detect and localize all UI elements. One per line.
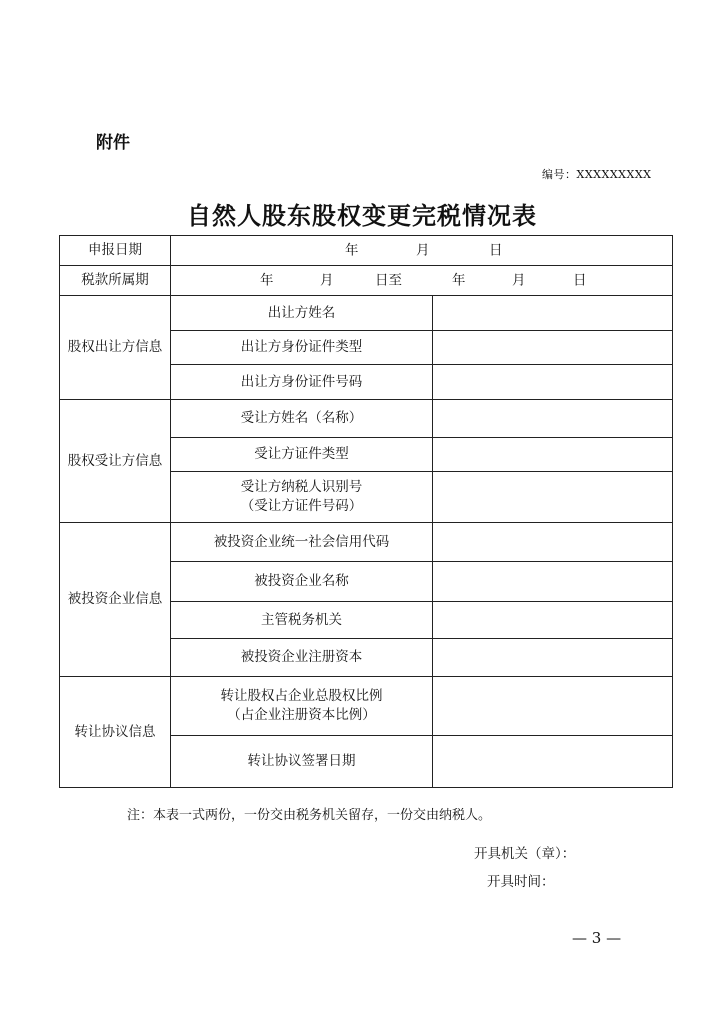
registered-capital-label: 被投资企业注册资本 bbox=[171, 639, 433, 677]
report-date-row bbox=[60, 236, 673, 266]
transferee-tin-line1: 受让方纳税人识别号 bbox=[240, 479, 363, 495]
tax-completion-form bbox=[59, 235, 673, 788]
equity-ratio-label bbox=[171, 677, 433, 736]
report-date-label: 申报日期 bbox=[60, 236, 171, 266]
transferee-tin-label bbox=[171, 472, 433, 523]
transferee-tin-line2: （受让方证件号码） bbox=[240, 498, 363, 514]
invested-credit-code-label: 被投资企业统一社会信用代码 bbox=[171, 523, 433, 562]
serial-number: 编号：XXXXXXXXX bbox=[542, 168, 652, 181]
tax-period-end-year: 年 bbox=[452, 272, 466, 288]
tax-period-start-day: 日至 bbox=[375, 272, 402, 288]
registered-capital-field[interactable] bbox=[433, 639, 673, 677]
report-date-year: 年 bbox=[345, 242, 359, 258]
tax-period-end-month: 月 bbox=[512, 272, 526, 288]
tax-period-field[interactable] bbox=[171, 266, 673, 296]
invested-name-field[interactable] bbox=[433, 562, 673, 602]
transferor-id-number-label: 出让方身份证件号码 bbox=[171, 365, 433, 400]
transferor-name-field[interactable] bbox=[433, 296, 673, 331]
agreement-date-field[interactable] bbox=[433, 736, 673, 788]
invested-credit-code-field[interactable] bbox=[433, 523, 673, 562]
report-date-month: 月 bbox=[416, 242, 430, 258]
transferee-tin-field[interactable] bbox=[433, 472, 673, 523]
table-row bbox=[60, 296, 673, 331]
tax-period-start-year: 年 bbox=[260, 272, 274, 288]
tax-authority-field[interactable] bbox=[433, 602, 673, 639]
tax-period-row bbox=[60, 266, 673, 296]
transferor-name-label: 出让方姓名 bbox=[171, 296, 433, 331]
transferee-name-field[interactable] bbox=[433, 400, 673, 438]
footnote: 注：本表一式两份，一份交由税务机关留存，一份交由纳税人。 bbox=[127, 808, 492, 823]
tax-authority-label: 主管税务机关 bbox=[171, 602, 433, 639]
issuing-authority-label: 开具机关（章）： bbox=[474, 846, 576, 862]
table-row bbox=[60, 400, 673, 438]
invested-name-label: 被投资企业名称 bbox=[171, 562, 433, 602]
agreement-date-label: 转让协议签署日期 bbox=[171, 736, 433, 788]
page-number: — 3 — bbox=[572, 929, 622, 947]
form-title: 自然人股东股权变更完税情况表 bbox=[187, 201, 537, 230]
table-row bbox=[60, 523, 673, 562]
transferor-id-type-label: 出让方身份证件类型 bbox=[171, 331, 433, 365]
transferee-id-type-field[interactable] bbox=[433, 438, 673, 472]
equity-ratio-field[interactable] bbox=[433, 677, 673, 736]
tax-period-end-day: 日 bbox=[573, 272, 587, 288]
transferee-section-label: 股权受让方信息 bbox=[60, 400, 171, 523]
agreement-section-label: 转让协议信息 bbox=[60, 677, 171, 788]
transferee-id-type-label: 受让方证件类型 bbox=[171, 438, 433, 472]
transferor-id-number-field[interactable] bbox=[433, 365, 673, 400]
tax-period-start-month: 月 bbox=[320, 272, 334, 288]
attachment-label: 附件 bbox=[96, 133, 130, 153]
report-date-field[interactable] bbox=[171, 236, 673, 266]
issue-time-label: 开具时间： bbox=[487, 874, 555, 890]
table-row bbox=[60, 677, 673, 736]
equity-ratio-line1: 转让股权占企业总股权比例 bbox=[220, 688, 383, 704]
tax-period-label: 税款所属期 bbox=[60, 266, 171, 296]
transferee-name-label: 受让方姓名（名称） bbox=[171, 400, 433, 438]
transferor-section-label: 股权出让方信息 bbox=[60, 296, 171, 400]
transferor-id-type-field[interactable] bbox=[433, 331, 673, 365]
equity-ratio-line2: （占企业注册资本比例） bbox=[227, 707, 376, 723]
invested-section-label: 被投资企业信息 bbox=[60, 523, 171, 677]
report-date-day: 日 bbox=[489, 242, 503, 258]
